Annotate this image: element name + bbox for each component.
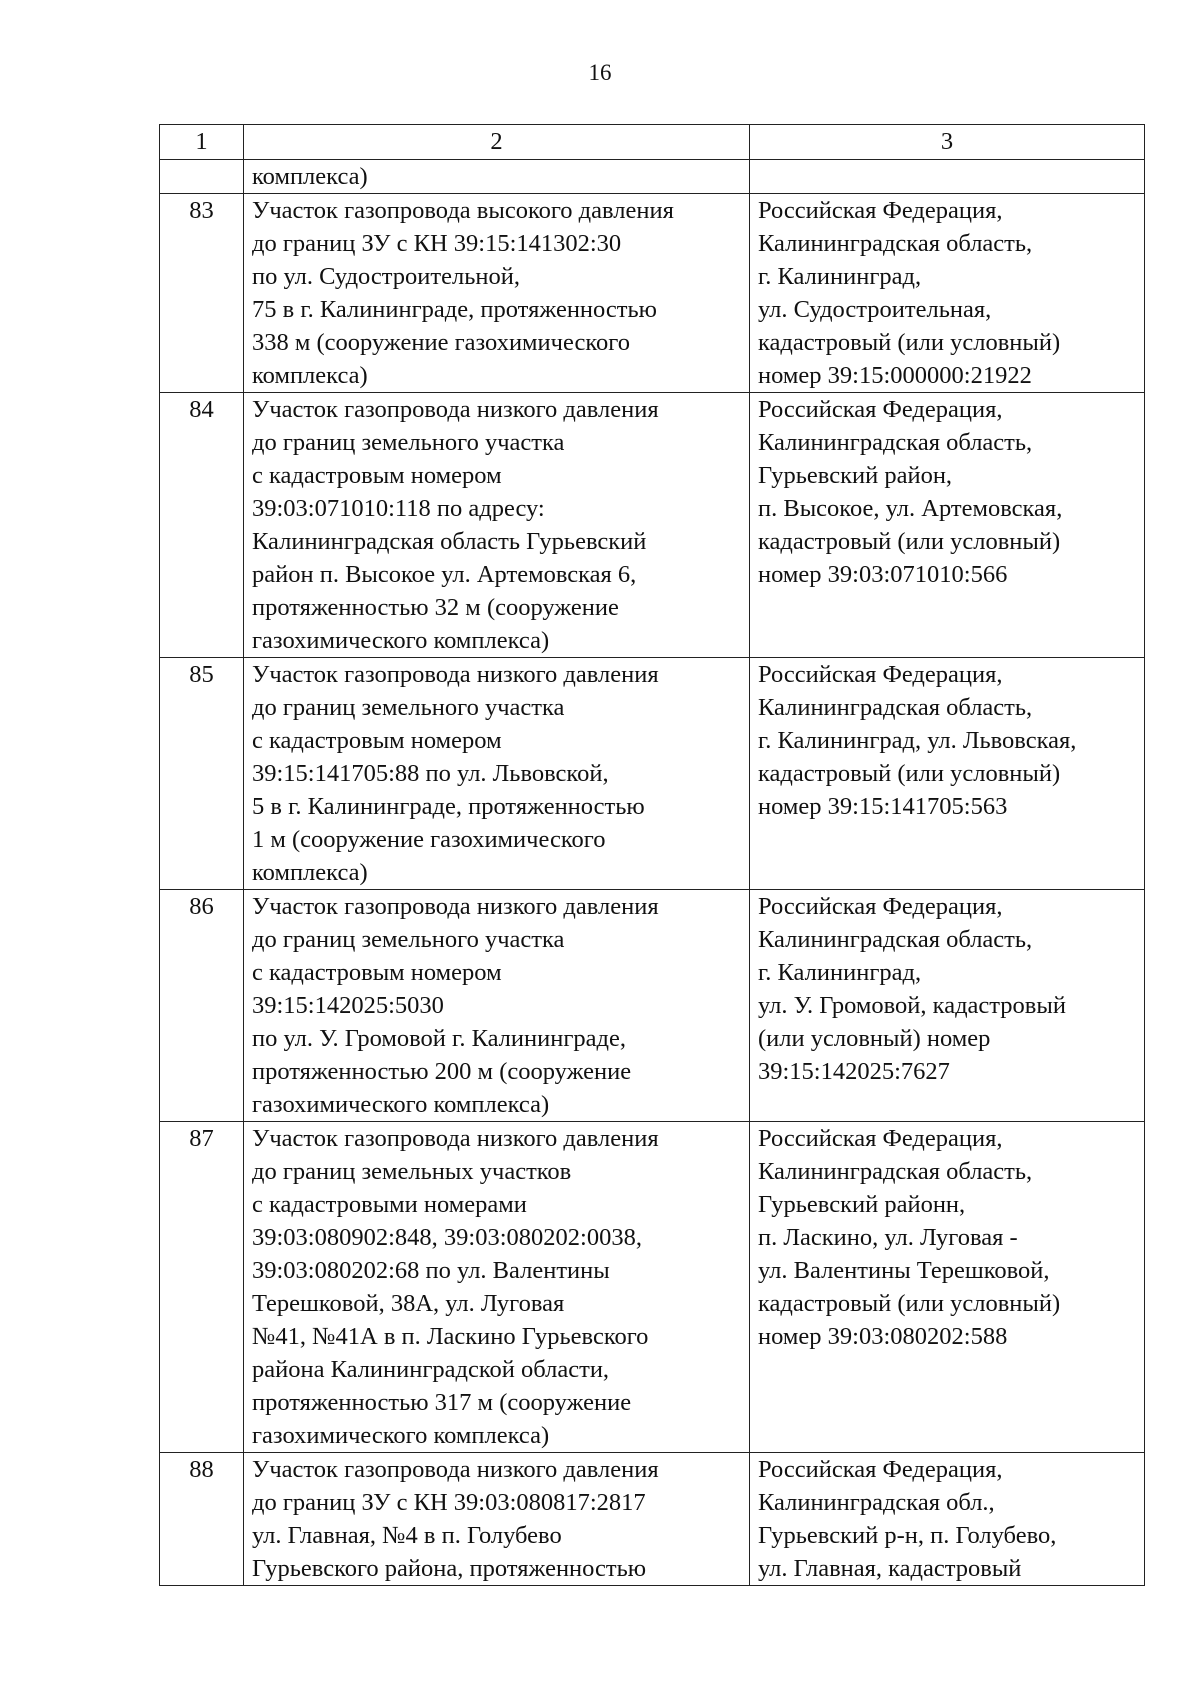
object-location-line: номер 39:15:141705:563 <box>758 793 1008 820</box>
object-location <box>750 1122 1145 1453</box>
object-location-line: ул. Главная, кадастровый <box>758 1555 1022 1582</box>
object-location-line: кадастровый (или условный) <box>758 329 1061 356</box>
object-description-line: района Калининградской области, <box>252 1356 610 1383</box>
object-location-line: Гурьевский районн, <box>758 1191 966 1218</box>
object-description-line: Терешковой, 38А, ул. Луговая <box>252 1290 565 1317</box>
object-description-line: район п. Высокое ул. Артемовская 6, <box>252 561 637 588</box>
object-description <box>244 160 750 194</box>
object-location <box>750 890 1145 1122</box>
header-col-3: 3 <box>750 125 1145 160</box>
table-row <box>160 1453 1145 1586</box>
row-number: 86 <box>160 890 244 1122</box>
object-description-line: комплекса) <box>252 859 368 886</box>
object-location-line: г. Калининград, ул. Львовская, <box>758 727 1077 754</box>
table-row <box>160 160 1145 194</box>
object-location-line: Гурьевский район, <box>758 462 953 489</box>
object-location-line: Российская Федерация, <box>758 1456 1003 1483</box>
object-description-line: Участок газопровода высокого давления <box>252 197 674 224</box>
object-description <box>244 1122 750 1453</box>
object-description-line: газохимического комплекса) <box>252 1422 550 1449</box>
object-description-line: по ул. У. Громовой г. Калининграде, <box>252 1025 626 1052</box>
object-description-line: с кадастровым номером <box>252 462 502 489</box>
object-location-line: кадастровый (или условный) <box>758 1290 1061 1317</box>
object-description <box>244 890 750 1122</box>
object-location-line: Калининградская область, <box>758 230 1033 257</box>
object-location-line: Калининградская область, <box>758 429 1033 456</box>
object-location-line: г. Калининград, <box>758 959 922 986</box>
object-description-line: 338 м (сооружение газохимического <box>252 329 630 356</box>
object-description-line: газохимического комплекса) <box>252 627 550 654</box>
object-location <box>750 393 1145 658</box>
object-description-line: 1 м (сооружение газохимического <box>252 826 606 853</box>
object-description-line: №41, №41А в п. Ласкино Гурьевского <box>252 1323 649 1350</box>
object-description-line: протяженностью 200 м (сооружение <box>252 1058 632 1085</box>
object-location-line: ул. Судостроительная, <box>758 296 992 323</box>
object-location-line: Российская Федерация, <box>758 197 1003 224</box>
object-location-line: Российская Федерация, <box>758 396 1003 423</box>
object-description-line: комплекса) <box>252 362 368 389</box>
row-number: 84 <box>160 393 244 658</box>
object-description-line: ул. Главная, №4 в п. Голубево <box>252 1522 562 1549</box>
object-description-line: Участок газопровода низкого давления <box>252 1456 659 1483</box>
object-description-line: с кадастровыми номерами <box>252 1191 527 1218</box>
row-number: 88 <box>160 1453 244 1586</box>
object-description-line: Калининградская область Гурьевский <box>252 528 647 555</box>
object-description-line: по ул. Судостроительной, <box>252 263 520 290</box>
object-description-line: комплекса) <box>252 163 368 190</box>
object-description-line: Участок газопровода низкого давления <box>252 661 659 688</box>
header-col-2: 2 <box>244 125 750 160</box>
object-location-line: Калининградская область, <box>758 1158 1033 1185</box>
object-description <box>244 658 750 890</box>
object-description-line: 5 в г. Калининграде, протяженностью <box>252 793 645 820</box>
table-row <box>160 890 1145 1122</box>
object-description-line: 39:15:142025:5030 <box>252 992 444 1019</box>
header-col-1: 1 <box>160 125 244 160</box>
object-description-line: до границ земельного участка <box>252 429 565 456</box>
object-description-line: до границ земельного участка <box>252 926 565 953</box>
object-description-line: с кадастровым номером <box>252 959 502 986</box>
object-location-line: кадастровый (или условный) <box>758 760 1061 787</box>
object-description-line: Гурьевского района, протяженностью <box>252 1555 647 1582</box>
object-description <box>244 1453 750 1586</box>
object-location-line: номер 39:15:000000:21922 <box>758 362 1032 389</box>
row-number: 87 <box>160 1122 244 1453</box>
object-location <box>750 194 1145 393</box>
object-location-line: Гурьевский р-н, п. Голубево, <box>758 1522 1057 1549</box>
object-location-line: Калининградская обл., <box>758 1489 995 1516</box>
object-location-line: Российская Федерация, <box>758 661 1003 688</box>
table-row <box>160 194 1145 393</box>
object-description-line: с кадастровым номером <box>252 727 502 754</box>
page-number: 16 <box>588 60 612 85</box>
table-header-row <box>160 125 1145 160</box>
object-location-line: Российская Федерация, <box>758 893 1003 920</box>
row-number <box>160 160 244 194</box>
object-location-line: кадастровый (или условный) <box>758 528 1061 555</box>
object-location-line: 39:15:142025:7627 <box>758 1058 950 1085</box>
row-number: 85 <box>160 658 244 890</box>
registry-table <box>159 124 1145 1586</box>
object-description-line: протяженностью 32 м (сооружение <box>252 594 619 621</box>
object-description-line: 39:15:141705:88 по ул. Львовской, <box>252 760 609 787</box>
object-description-line: 39:03:080902:848, 39:03:080202:0038, <box>252 1224 642 1251</box>
row-number: 83 <box>160 194 244 393</box>
object-description <box>244 194 750 393</box>
object-description-line: Участок газопровода низкого давления <box>252 1125 659 1152</box>
table-row <box>160 393 1145 658</box>
object-description <box>244 393 750 658</box>
object-description-line: 75 в г. Калининграде, протяженностью <box>252 296 657 323</box>
object-description-line: Участок газопровода низкого давления <box>252 396 659 423</box>
object-location <box>750 658 1145 890</box>
object-description-line: до границ ЗУ с КН 39:15:141302:30 <box>252 230 622 257</box>
object-location-line: номер 39:03:071010:566 <box>758 561 1008 588</box>
object-location-line: п. Ласкино, ул. Луговая - <box>758 1224 1018 1251</box>
registry-table-body <box>160 125 1145 1586</box>
object-description-line: протяженностью 317 м (сооружение <box>252 1389 632 1416</box>
object-description-line: до границ земельных участков <box>252 1158 572 1185</box>
object-location-line: г. Калининград, <box>758 263 922 290</box>
object-description-line: Участок газопровода низкого давления <box>252 893 659 920</box>
object-description-line: 39:03:080202:68 по ул. Валентины <box>252 1257 610 1284</box>
table-row <box>160 658 1145 890</box>
object-location <box>750 160 1145 194</box>
object-description-line: 39:03:071010:118 по адресу: <box>252 495 545 522</box>
object-location-line: ул. У. Громовой, кадастровый <box>758 992 1066 1019</box>
object-location-line: Калининградская область, <box>758 926 1033 953</box>
object-location-line: п. Высокое, ул. Артемовская, <box>758 495 1063 522</box>
table-row <box>160 1122 1145 1453</box>
object-location-line: Российская Федерация, <box>758 1125 1003 1152</box>
object-location-line: ул. Валентины Терешковой, <box>758 1257 1050 1284</box>
object-description-line: газохимического комплекса) <box>252 1091 550 1118</box>
object-location-line: Калининградская область, <box>758 694 1033 721</box>
object-description-line: до границ земельного участка <box>252 694 565 721</box>
object-location-line: номер 39:03:080202:588 <box>758 1323 1008 1350</box>
object-location <box>750 1453 1145 1586</box>
object-description-line: до границ ЗУ с КН 39:03:080817:2817 <box>252 1489 646 1516</box>
object-location-line: (или условный) номер <box>758 1025 991 1052</box>
